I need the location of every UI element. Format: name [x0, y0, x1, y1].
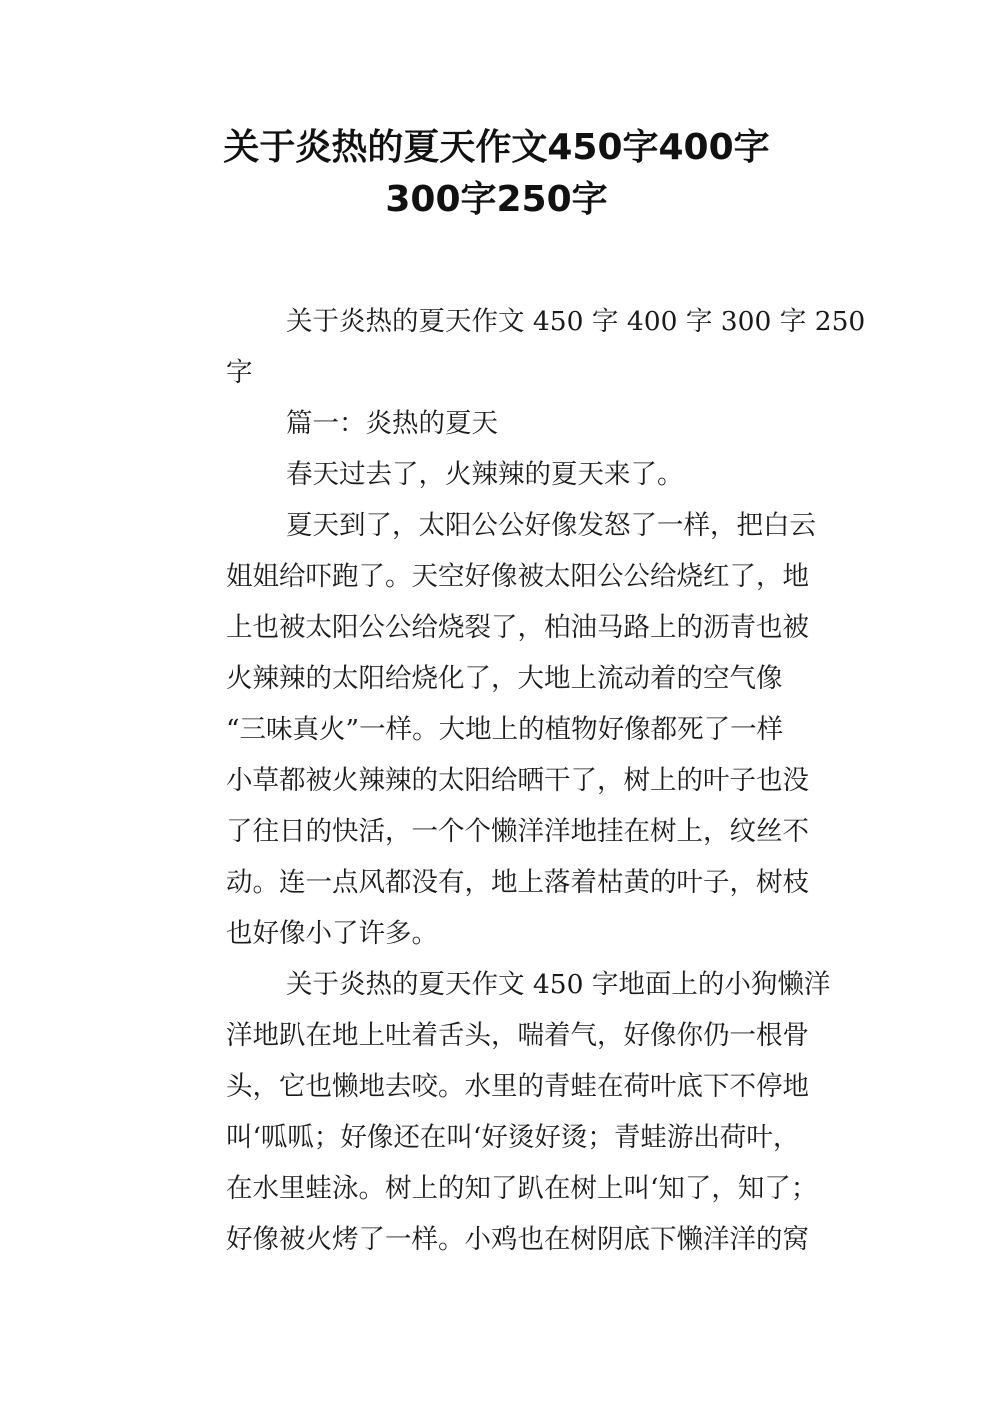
- text-line: 叫‘呱呱；好像还在叫‘好烫好烫；青蛙游出荷叶，: [226, 1122, 800, 1153]
- text-line: “三味真火”一样。大地上的植物好像都死了一样: [226, 714, 784, 745]
- text-line: 夏天到了，太阳公公好像发怒了一样，把白云: [286, 510, 816, 541]
- title-line-1: 关于炎热的夏天作文450字400字: [223, 127, 770, 168]
- paragraph: [166, 500, 830, 959]
- document-title: [120, 122, 873, 226]
- text-line: 洋地趴在地上吐着舌头，喘着气，好像你仍一根骨: [226, 1020, 809, 1051]
- text-line: 也好像小了许多。: [226, 918, 438, 949]
- text-line: 火辣辣的太阳给烧化了，大地上流动着的空气像: [226, 663, 783, 694]
- text-line: 好像被火烤了一样。小鸡也在树阴底下懒洋洋的窝: [226, 1224, 809, 1255]
- paragraph: [166, 398, 830, 449]
- text-line: 了往日的快活，一个个懒洋洋地挂在树上，纹丝不: [226, 816, 809, 847]
- text-line: 关于炎热的夏天作文 450 字地面上的小狗懒洋: [286, 969, 831, 1000]
- text-line: 关于炎热的夏天作文 450 字 400 字 300 字 250: [286, 306, 866, 337]
- text-line: 上也被太阳公公给烧裂了，柏油马路上的沥青也被: [226, 612, 809, 643]
- text-line: 字: [226, 357, 253, 388]
- text-line: 春天过去了，火辣辣的夏天来了。: [286, 459, 684, 490]
- document-body: [166, 296, 866, 1265]
- text-line: 头，它也懒地去咬。水里的青蛙在荷叶底下不停地: [226, 1071, 809, 1102]
- title-line-2: 300字250字: [385, 179, 608, 220]
- text-line: 姐姐给吓跑了。天空好像被太阳公公给烧红了，地: [226, 561, 809, 592]
- section-heading: 篇一：炎热的夏天: [286, 408, 498, 439]
- text-line: 在水里蛙泳。树上的知了趴在树上叫‘知了，知了；: [226, 1173, 818, 1204]
- text-line: 动。连一点风都没有，地上落着枯黄的叶子，树枝: [226, 867, 809, 898]
- paragraph: [166, 449, 830, 500]
- paragraph: [166, 959, 830, 1265]
- text-line: 小草都被火辣辣的太阳给晒干了，树上的叶子也没: [226, 765, 809, 796]
- paragraph: [166, 296, 866, 398]
